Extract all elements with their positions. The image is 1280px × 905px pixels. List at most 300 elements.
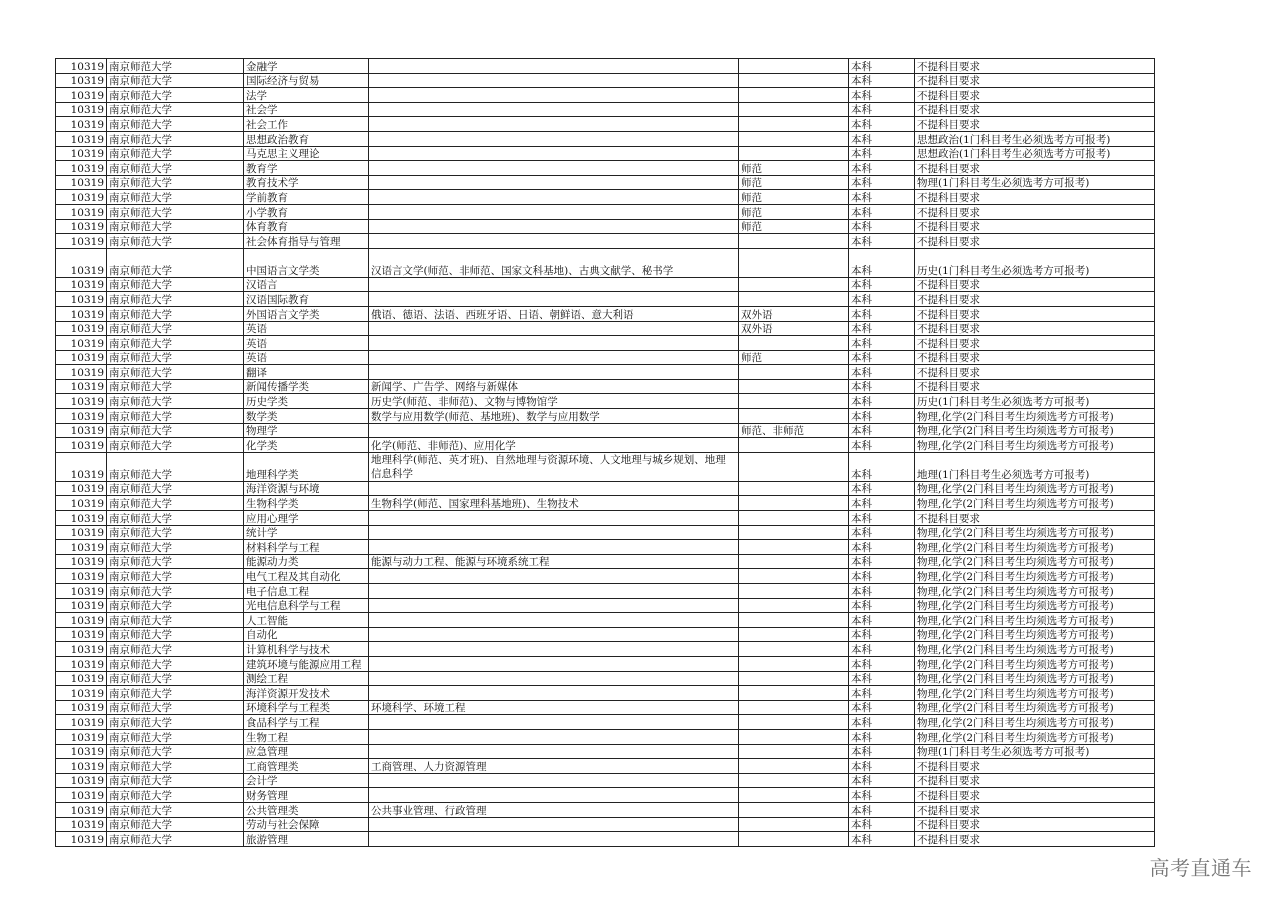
subject-requirement-cell: 物理,化学(2门科目考生均须选考方可报考) (915, 409, 1155, 424)
school-name-cell: 南京师范大学 (107, 277, 244, 292)
major-includes-cell (369, 219, 739, 234)
school-name-cell: 南京师范大学 (107, 481, 244, 496)
subject-requirement-cell: 不提科目要求 (915, 379, 1155, 394)
major-name-cell: 生物工程 (244, 729, 369, 744)
major-includes-cell: 新闻学、广告学、网络与新媒体 (369, 379, 739, 394)
major-includes-cell: 历史学(师范、非师范)、文物与博物馆学 (369, 394, 739, 409)
level-cell: 本科 (849, 496, 915, 511)
major-includes-cell (369, 627, 739, 642)
major-name-cell: 翻译 (244, 365, 369, 380)
remark-cell (739, 394, 849, 409)
remark-cell (739, 452, 849, 481)
level-cell: 本科 (849, 379, 915, 394)
table-row (56, 598, 1155, 613)
subject-requirement-cell: 不提科目要求 (915, 788, 1155, 803)
major-name-cell: 统计学 (244, 525, 369, 540)
school-name-cell: 南京师范大学 (107, 350, 244, 365)
remark-cell (739, 554, 849, 569)
school-name-cell: 南京师范大学 (107, 321, 244, 336)
level-cell: 本科 (849, 102, 915, 117)
table-row (56, 627, 1155, 642)
level-cell: 本科 (849, 131, 915, 146)
school-code-cell: 10319 (56, 102, 107, 117)
subject-requirement-cell: 物理,化学(2门科目考生均须选考方可报考) (915, 481, 1155, 496)
subject-requirement-cell: 不提科目要求 (915, 73, 1155, 88)
subject-requirement-cell: 物理,化学(2门科目考生均须选考方可报考) (915, 613, 1155, 628)
remark-cell (739, 117, 849, 132)
remark-cell (739, 700, 849, 715)
school-code-cell: 10319 (56, 788, 107, 803)
remark-cell: 师范 (739, 175, 849, 190)
school-name-cell: 南京师范大学 (107, 161, 244, 176)
major-name-cell: 计算机科学与技术 (244, 642, 369, 657)
school-name-cell: 南京师范大学 (107, 788, 244, 803)
table-row (56, 642, 1155, 657)
remark-cell: 师范 (739, 350, 849, 365)
major-includes-cell (369, 511, 739, 526)
school-name-cell: 南京师范大学 (107, 175, 244, 190)
major-name-cell: 应急管理 (244, 744, 369, 759)
major-name-cell: 数学类 (244, 409, 369, 424)
school-name-cell: 南京师范大学 (107, 627, 244, 642)
major-name-cell: 公共管理类 (244, 802, 369, 817)
level-cell: 本科 (849, 409, 915, 424)
school-code-cell: 10319 (56, 452, 107, 481)
school-code-cell: 10319 (56, 759, 107, 774)
remark-cell (739, 540, 849, 555)
table-row (56, 117, 1155, 132)
school-code-cell: 10319 (56, 277, 107, 292)
remark-cell (739, 511, 849, 526)
table-row (56, 700, 1155, 715)
major-name-cell: 英语 (244, 350, 369, 365)
major-includes-cell (369, 671, 739, 686)
major-includes-cell (369, 175, 739, 190)
school-code-cell: 10319 (56, 248, 107, 277)
subject-requirement-cell: 不提科目要求 (915, 511, 1155, 526)
remark-cell (739, 438, 849, 453)
level-cell: 本科 (849, 832, 915, 847)
school-name-cell: 南京师范大学 (107, 525, 244, 540)
table-row (56, 671, 1155, 686)
table-row (56, 613, 1155, 628)
subject-requirement-cell: 不提科目要求 (915, 832, 1155, 847)
subject-requirement-cell: 物理,化学(2门科目考生均须选考方可报考) (915, 686, 1155, 701)
school-code-cell: 10319 (56, 117, 107, 132)
school-name-cell: 南京师范大学 (107, 700, 244, 715)
school-code-cell: 10319 (56, 817, 107, 832)
subject-requirement-cell: 不提科目要求 (915, 234, 1155, 249)
subject-requirement-cell: 思想政治(1门科目考生必须选考方可报考) (915, 131, 1155, 146)
subject-requirement-cell: 物理,化学(2门科目考生均须选考方可报考) (915, 423, 1155, 438)
table-row (56, 584, 1155, 599)
major-name-cell: 体育教育 (244, 219, 369, 234)
table-row (56, 817, 1155, 832)
school-code-cell: 10319 (56, 306, 107, 321)
major-name-cell: 化学类 (244, 438, 369, 453)
remark-cell: 师范、非师范 (739, 423, 849, 438)
major-name-cell: 法学 (244, 88, 369, 103)
level-cell: 本科 (849, 394, 915, 409)
table-row (56, 496, 1155, 511)
level-cell: 本科 (849, 234, 915, 249)
table-row (56, 292, 1155, 307)
major-name-cell: 测绘工程 (244, 671, 369, 686)
subject-requirement-cell: 物理,化学(2门科目考生均须选考方可报考) (915, 540, 1155, 555)
school-code-cell: 10319 (56, 744, 107, 759)
major-name-cell: 财务管理 (244, 788, 369, 803)
level-cell: 本科 (849, 715, 915, 730)
major-name-cell: 教育技术学 (244, 175, 369, 190)
level-cell: 本科 (849, 554, 915, 569)
major-includes-cell (369, 817, 739, 832)
major-name-cell: 马克思主义理论 (244, 146, 369, 161)
remark-cell (739, 744, 849, 759)
major-name-cell: 旅游管理 (244, 832, 369, 847)
major-name-cell: 食品科学与工程 (244, 715, 369, 730)
school-name-cell: 南京师范大学 (107, 759, 244, 774)
subject-requirement-cell: 不提科目要求 (915, 365, 1155, 380)
subject-requirement-cell: 不提科目要求 (915, 802, 1155, 817)
level-cell: 本科 (849, 321, 915, 336)
major-includes-cell (369, 277, 739, 292)
school-name-cell: 南京师范大学 (107, 204, 244, 219)
school-code-cell: 10319 (56, 832, 107, 847)
level-cell: 本科 (849, 656, 915, 671)
school-code-cell: 10319 (56, 584, 107, 599)
level-cell: 本科 (849, 788, 915, 803)
major-includes-cell: 汉语言文学(师范、非师范、国家文科基地)、古典文献学、秘书学 (369, 248, 739, 277)
major-includes-cell (369, 234, 739, 249)
major-includes-cell (369, 729, 739, 744)
table-row (56, 379, 1155, 394)
school-code-cell: 10319 (56, 627, 107, 642)
table-row (56, 832, 1155, 847)
major-includes-cell (369, 336, 739, 351)
table-row (56, 788, 1155, 803)
table-row (56, 161, 1155, 176)
table-row (56, 686, 1155, 701)
level-cell: 本科 (849, 306, 915, 321)
remark-cell (739, 102, 849, 117)
major-name-cell: 材料科学与工程 (244, 540, 369, 555)
major-includes-cell: 环境科学、环境工程 (369, 700, 739, 715)
school-name-cell: 南京师范大学 (107, 715, 244, 730)
major-name-cell: 电子信息工程 (244, 584, 369, 599)
major-includes-cell (369, 715, 739, 730)
table-row (56, 190, 1155, 205)
subject-requirement-cell: 不提科目要求 (915, 817, 1155, 832)
level-cell: 本科 (849, 204, 915, 219)
table-row (56, 452, 1155, 481)
level-cell: 本科 (849, 511, 915, 526)
level-cell: 本科 (849, 146, 915, 161)
remark-cell (739, 73, 849, 88)
remark-cell: 师范 (739, 190, 849, 205)
major-name-cell: 能源动力类 (244, 554, 369, 569)
major-includes-cell (369, 88, 739, 103)
level-cell: 本科 (849, 452, 915, 481)
subject-requirement-cell: 不提科目要求 (915, 88, 1155, 103)
major-includes-cell (369, 190, 739, 205)
school-code-cell: 10319 (56, 234, 107, 249)
remark-cell: 师范 (739, 204, 849, 219)
remark-cell (739, 131, 849, 146)
level-cell: 本科 (849, 584, 915, 599)
level-cell: 本科 (849, 219, 915, 234)
major-includes-cell (369, 540, 739, 555)
school-name-cell: 南京师范大学 (107, 452, 244, 481)
major-includes-cell (369, 598, 739, 613)
major-includes-cell (369, 161, 739, 176)
school-name-cell: 南京师范大学 (107, 744, 244, 759)
level-cell: 本科 (849, 277, 915, 292)
level-cell: 本科 (849, 729, 915, 744)
level-cell: 本科 (849, 190, 915, 205)
school-name-cell: 南京师范大学 (107, 511, 244, 526)
table-body (56, 59, 1155, 847)
subject-requirement-cell: 不提科目要求 (915, 336, 1155, 351)
major-includes-cell (369, 423, 739, 438)
table-row (56, 59, 1155, 74)
table-row (56, 802, 1155, 817)
school-code-cell: 10319 (56, 700, 107, 715)
major-name-cell: 国际经济与贸易 (244, 73, 369, 88)
major-includes-cell (369, 613, 739, 628)
subject-requirement-cell: 物理,化学(2门科目考生均须选考方可报考) (915, 627, 1155, 642)
school-name-cell: 南京师范大学 (107, 88, 244, 103)
major-includes-cell (369, 59, 739, 74)
level-cell: 本科 (849, 481, 915, 496)
subject-requirement-cell: 历史(1门科目考生必须选考方可报考) (915, 248, 1155, 277)
school-code-cell: 10319 (56, 642, 107, 657)
school-name-cell: 南京师范大学 (107, 190, 244, 205)
major-includes-cell: 生物科学(师范、国家理科基地班)、生物技术 (369, 496, 739, 511)
major-name-cell: 外国语言文学类 (244, 306, 369, 321)
table-row (56, 219, 1155, 234)
major-includes-cell (369, 569, 739, 584)
major-name-cell: 英语 (244, 336, 369, 351)
school-name-cell: 南京师范大学 (107, 540, 244, 555)
table-row (56, 204, 1155, 219)
major-name-cell: 物理学 (244, 423, 369, 438)
school-code-cell: 10319 (56, 496, 107, 511)
school-name-cell: 南京师范大学 (107, 379, 244, 394)
remark-cell (739, 656, 849, 671)
school-name-cell: 南京师范大学 (107, 438, 244, 453)
major-name-cell: 新闻传播学类 (244, 379, 369, 394)
table-row (56, 248, 1155, 277)
remark-cell (739, 481, 849, 496)
major-name-cell: 光电信息科学与工程 (244, 598, 369, 613)
school-code-cell: 10319 (56, 671, 107, 686)
school-code-cell: 10319 (56, 204, 107, 219)
remark-cell (739, 598, 849, 613)
school-code-cell: 10319 (56, 146, 107, 161)
major-name-cell: 工商管理类 (244, 759, 369, 774)
remark-cell (739, 569, 849, 584)
major-name-cell: 英语 (244, 321, 369, 336)
table-row (56, 656, 1155, 671)
subject-requirement-cell: 物理,化学(2门科目考生均须选考方可报考) (915, 496, 1155, 511)
level-cell: 本科 (849, 525, 915, 540)
school-name-cell: 南京师范大学 (107, 248, 244, 277)
table-row (56, 540, 1155, 555)
table-row (56, 321, 1155, 336)
subject-requirement-cell: 不提科目要求 (915, 219, 1155, 234)
table-row (56, 102, 1155, 117)
major-name-cell: 社会体育指导与管理 (244, 234, 369, 249)
level-cell: 本科 (849, 175, 915, 190)
level-cell: 本科 (849, 671, 915, 686)
major-name-cell: 中国语言文学类 (244, 248, 369, 277)
remark-cell: 双外语 (739, 306, 849, 321)
major-includes-cell: 数学与应用数学(师范、基地班)、数学与应用数学 (369, 409, 739, 424)
remark-cell: 师范 (739, 219, 849, 234)
major-name-cell: 劳动与社会保障 (244, 817, 369, 832)
major-includes-cell: 化学(师范、非师范)、应用化学 (369, 438, 739, 453)
remark-cell (739, 234, 849, 249)
major-includes-cell (369, 481, 739, 496)
school-code-cell: 10319 (56, 598, 107, 613)
level-cell: 本科 (849, 350, 915, 365)
level-cell: 本科 (849, 773, 915, 788)
major-name-cell: 电气工程及其自动化 (244, 569, 369, 584)
school-name-cell: 南京师范大学 (107, 584, 244, 599)
subject-requirement-cell: 物理,化学(2门科目考生均须选考方可报考) (915, 598, 1155, 613)
remark-cell (739, 686, 849, 701)
school-code-cell: 10319 (56, 321, 107, 336)
table-row (56, 481, 1155, 496)
subject-requirement-cell: 不提科目要求 (915, 161, 1155, 176)
level-cell: 本科 (849, 423, 915, 438)
remark-cell (739, 496, 849, 511)
remark-cell (739, 365, 849, 380)
major-includes-cell (369, 584, 739, 599)
school-code-cell: 10319 (56, 773, 107, 788)
major-includes-cell (369, 686, 739, 701)
table-row (56, 729, 1155, 744)
table-row (56, 277, 1155, 292)
major-name-cell: 应用心理学 (244, 511, 369, 526)
level-cell: 本科 (849, 336, 915, 351)
major-name-cell: 历史学类 (244, 394, 369, 409)
level-cell: 本科 (849, 59, 915, 74)
school-code-cell: 10319 (56, 802, 107, 817)
level-cell: 本科 (849, 540, 915, 555)
remark-cell (739, 788, 849, 803)
table-row (56, 306, 1155, 321)
remark-cell (739, 627, 849, 642)
remark-cell (739, 277, 849, 292)
table-row (56, 73, 1155, 88)
major-name-cell: 社会工作 (244, 117, 369, 132)
school-name-cell: 南京师范大学 (107, 832, 244, 847)
table-row (56, 511, 1155, 526)
table-row (56, 131, 1155, 146)
school-code-cell: 10319 (56, 686, 107, 701)
school-code-cell: 10319 (56, 161, 107, 176)
major-includes-cell (369, 642, 739, 657)
major-includes-cell (369, 146, 739, 161)
school-name-cell: 南京师范大学 (107, 336, 244, 351)
school-code-cell: 10319 (56, 715, 107, 730)
major-name-cell: 自动化 (244, 627, 369, 642)
table-row (56, 234, 1155, 249)
school-code-cell: 10319 (56, 131, 107, 146)
level-cell: 本科 (849, 248, 915, 277)
level-cell: 本科 (849, 700, 915, 715)
subject-requirement-cell: 不提科目要求 (915, 773, 1155, 788)
remark-cell (739, 584, 849, 599)
subject-requirement-cell: 不提科目要求 (915, 59, 1155, 74)
level-cell: 本科 (849, 642, 915, 657)
level-cell: 本科 (849, 117, 915, 132)
major-includes-cell (369, 131, 739, 146)
school-code-cell: 10319 (56, 613, 107, 628)
subject-requirement-cell: 不提科目要求 (915, 190, 1155, 205)
subject-requirement-cell: 物理,化学(2门科目考生均须选考方可报考) (915, 438, 1155, 453)
school-name-cell: 南京师范大学 (107, 802, 244, 817)
level-cell: 本科 (849, 802, 915, 817)
major-name-cell: 教育学 (244, 161, 369, 176)
subject-requirement-cell: 物理,化学(2门科目考生均须选考方可报考) (915, 554, 1155, 569)
school-name-cell: 南京师范大学 (107, 306, 244, 321)
major-includes-cell: 工商管理、人力资源管理 (369, 759, 739, 774)
school-code-cell: 10319 (56, 423, 107, 438)
school-name-cell: 南京师范大学 (107, 569, 244, 584)
school-name-cell: 南京师范大学 (107, 773, 244, 788)
school-code-cell: 10319 (56, 540, 107, 555)
school-code-cell: 10319 (56, 729, 107, 744)
major-includes-cell (369, 102, 739, 117)
level-cell: 本科 (849, 365, 915, 380)
school-name-cell: 南京师范大学 (107, 423, 244, 438)
school-name-cell: 南京师范大学 (107, 73, 244, 88)
major-includes-cell (369, 788, 739, 803)
school-code-cell: 10319 (56, 511, 107, 526)
school-code-cell: 10319 (56, 88, 107, 103)
school-name-cell: 南京师范大学 (107, 292, 244, 307)
school-name-cell: 南京师范大学 (107, 656, 244, 671)
major-name-cell: 会计学 (244, 773, 369, 788)
school-name-cell: 南京师范大学 (107, 117, 244, 132)
subject-requirement-cell: 地理(1门科目考生必须选考方可报考) (915, 452, 1155, 481)
major-includes-cell: 地理科学(师范、英才班)、自然地理与资源环境、人文地理与城乡规划、地理信息科学 (369, 452, 739, 481)
subject-requirement-cell: 物理,化学(2门科目考生均须选考方可报考) (915, 715, 1155, 730)
school-code-cell: 10319 (56, 175, 107, 190)
major-includes-cell (369, 204, 739, 219)
level-cell: 本科 (849, 686, 915, 701)
subject-requirement-cell: 不提科目要求 (915, 321, 1155, 336)
table-row (56, 88, 1155, 103)
subject-requirement-cell: 不提科目要求 (915, 350, 1155, 365)
level-cell: 本科 (849, 627, 915, 642)
school-code-cell: 10319 (56, 394, 107, 409)
school-code-cell: 10319 (56, 379, 107, 394)
admission-subject-table (55, 58, 1155, 847)
subject-requirement-cell: 物理,化学(2门科目考生均须选考方可报考) (915, 525, 1155, 540)
level-cell: 本科 (849, 161, 915, 176)
table-row (56, 773, 1155, 788)
school-name-cell: 南京师范大学 (107, 131, 244, 146)
remark-cell (739, 146, 849, 161)
subject-requirement-cell: 物理(1门科目考生必须选考方可报考) (915, 744, 1155, 759)
remark-cell (739, 671, 849, 686)
remark-cell: 师范 (739, 161, 849, 176)
major-includes-cell: 公共事业管理、行政管理 (369, 802, 739, 817)
table-row (56, 759, 1155, 774)
